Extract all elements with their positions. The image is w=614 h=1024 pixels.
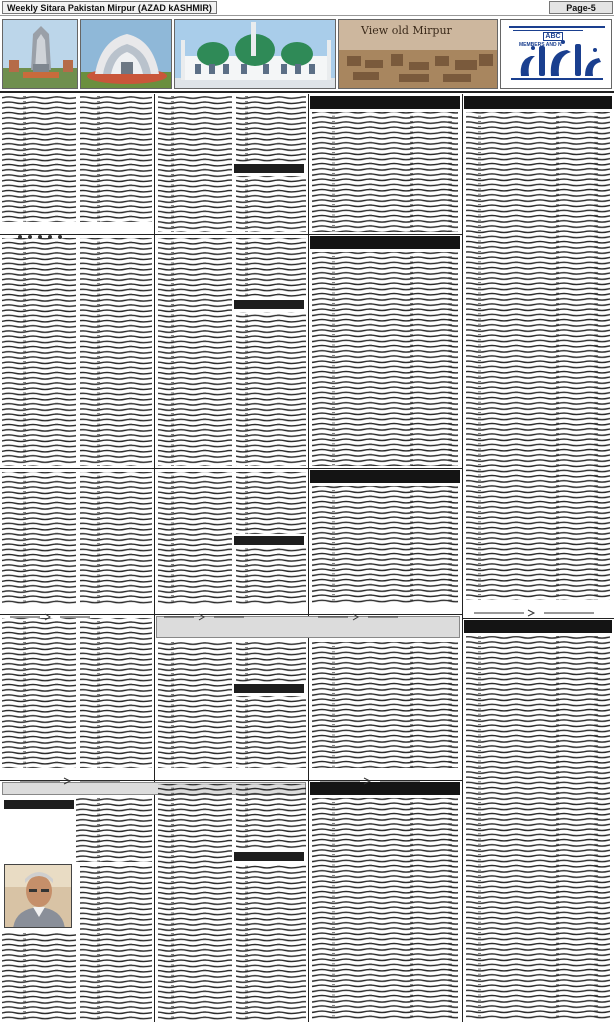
masthead-photo-crown — [80, 19, 172, 89]
top-bar — [0, 0, 614, 16]
masthead-wordmark — [501, 20, 613, 90]
photo-caption: View old Mirpur — [361, 24, 452, 37]
masthead-photo-mosque — [174, 19, 336, 89]
masthead-photo-old-mirpur — [338, 19, 498, 89]
abc-badge: ABC — [543, 32, 563, 41]
brand-block — [500, 19, 612, 89]
article-body — [0, 94, 614, 1024]
masthead-photo-monument — [2, 19, 78, 89]
paper-title: Weekly Sitara Pakistan Mirpur (AZAD kASHMIR) — [2, 1, 217, 14]
members-label: MEMBERS AND N — [519, 42, 562, 48]
body-text-columns — [0, 94, 614, 1024]
page-number: Page-5 — [549, 1, 613, 14]
masthead — [0, 17, 614, 93]
